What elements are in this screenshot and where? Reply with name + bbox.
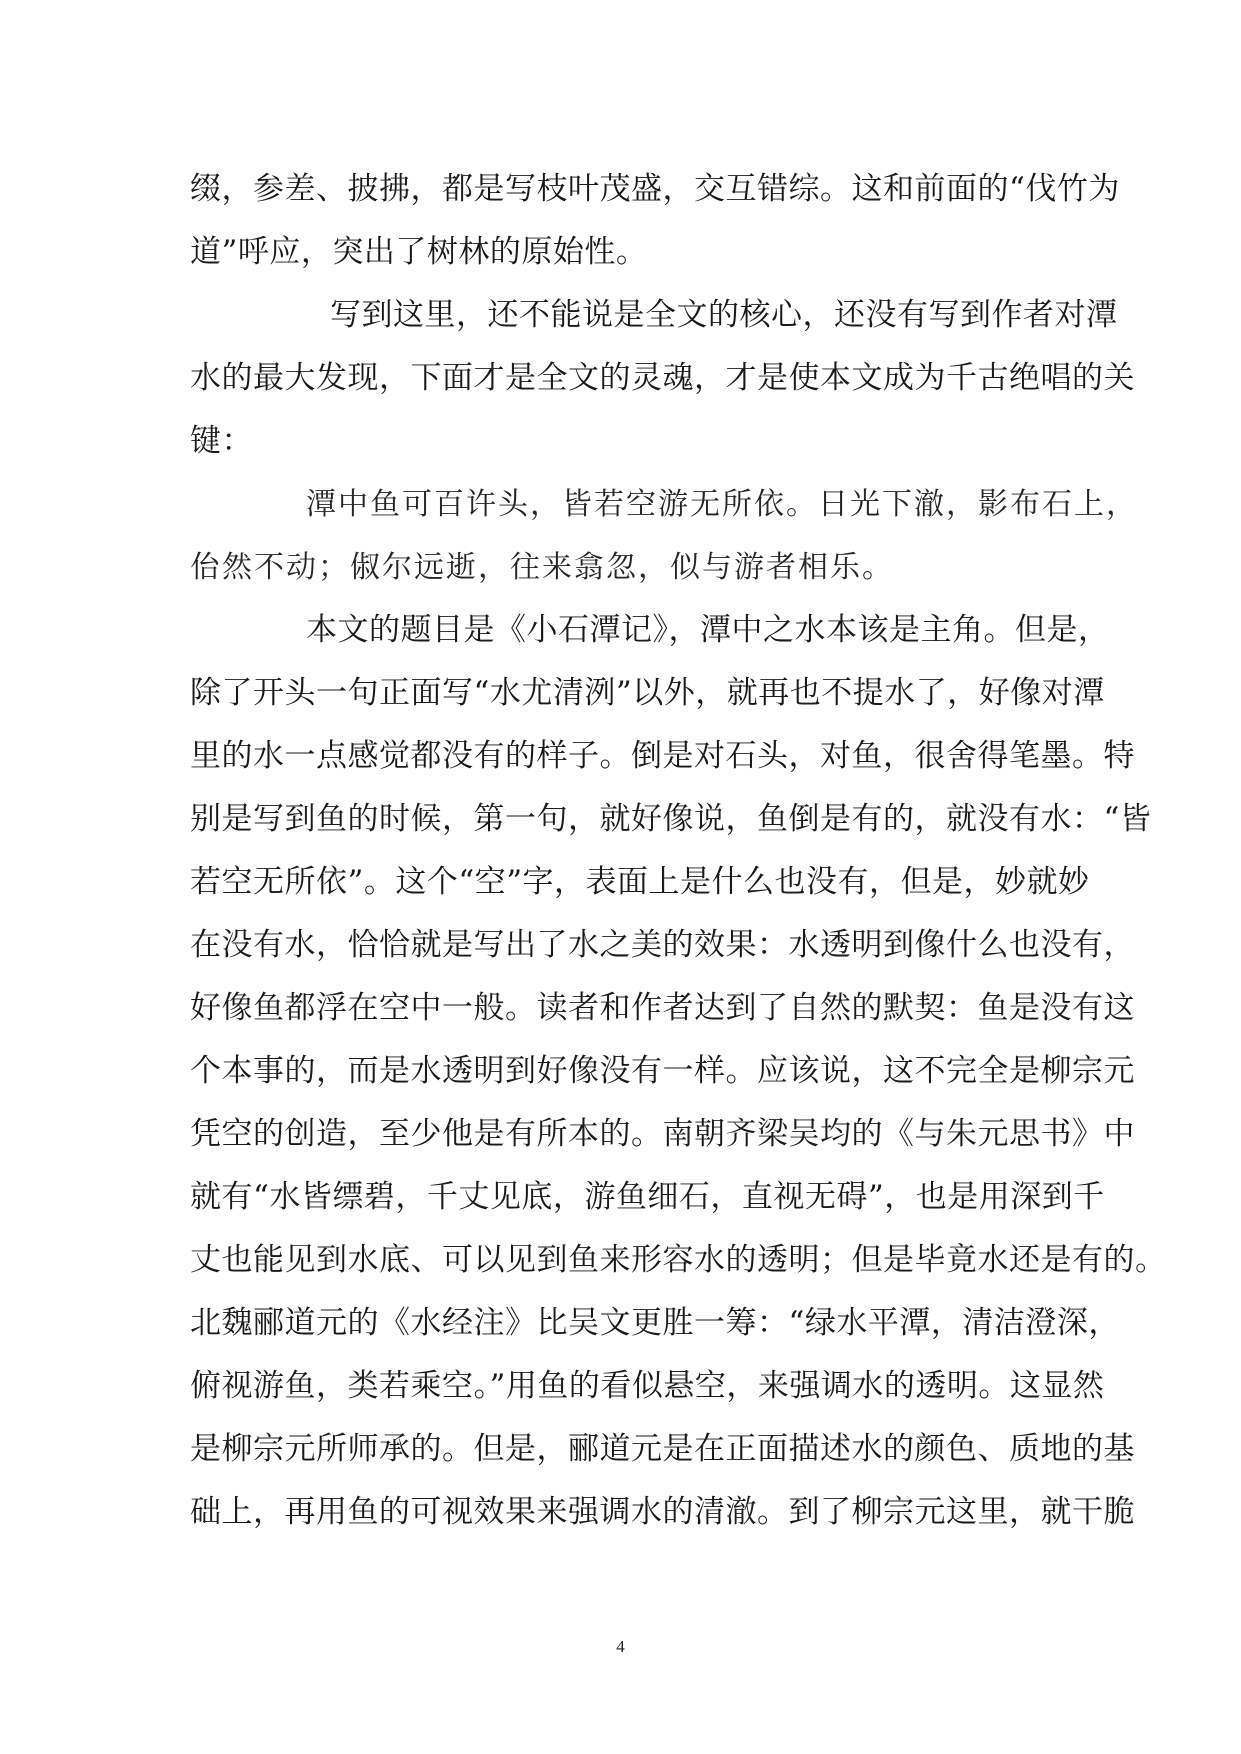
text-line: 个本事的，而是水透明到好像没有一样。应该说，这不完全是柳宗元 (190, 1053, 1135, 1089)
quote-line: 佁然不动；俶尔远逝，往来翕忽，似与游者相乐。 (190, 550, 894, 585)
paragraph (190, 158, 1120, 284)
text-line: 就有“水皆缥碧，千丈见底，游鱼细石，直视无碍”，也是用深到千 (190, 1179, 1105, 1215)
text-line: 水的最大发现，下面才是全文的灵魂，才是使本文成为千古绝唱的关 (190, 360, 1135, 396)
text-line: 除了开头一句正面写“水尤清洌”以外，就再也不提水了，好像对潭 (190, 675, 1105, 711)
text-line: 凭空的创造，至少他是有所本的。南朝齐梁吴均的《与朱元思书》中 (190, 1116, 1135, 1152)
paragraph (190, 284, 1135, 473)
block-quote (190, 473, 1138, 599)
text-line: 缀，参差、披拂，都是写枝叶茂盛，交互错综。这和前面的“伐竹为 (190, 171, 1120, 207)
text-line: 北魏郦道元的《水经注》比吴文更胜一筹：“绿水平潭，清洁澄深， (190, 1305, 1120, 1341)
text-line: 道”呼应，突出了树林的原始性。 (190, 234, 648, 270)
page-number: 4 (616, 1637, 625, 1656)
text-line: 若空无所依”。这个“空”字，表面上是什么也没有，但是，妙就妙 (190, 864, 1090, 900)
text-line: 键： (190, 423, 253, 459)
text-line: 础上，再用鱼的可视效果来强调水的清澈。到了柳宗元这里，就干脆 (190, 1494, 1135, 1530)
text-line: 是柳宗元所师承的。但是，郦道元是在正面描述水的颜色、质地的基 (190, 1431, 1135, 1467)
quote-line: 潭中鱼可百许头，皆若空游无所依。日光下澈，影布石上， (306, 487, 1138, 522)
paragraph (190, 599, 1167, 1544)
text-line: 本文的题目是《小石潭记》，潭中之水本该是主角。但是， (306, 612, 1110, 648)
text-line: 丈也能见到水底、可以见到鱼来形容水的透明；但是毕竟水还是有的。 (190, 1242, 1167, 1278)
text-line: 别是写到鱼的时候，第一句，就好像说，鱼倒是有的，就没有水：“皆 (190, 801, 1152, 837)
document-page (190, 158, 1167, 1544)
text-line: 在没有水，恰恰就是写出了水之美的效果：水透明到像什么也没有， (190, 927, 1135, 963)
text-line: 俯视游鱼，类若乘空。”用鱼的看似悬空，来强调水的透明。这显然 (190, 1368, 1105, 1404)
text-line: 写到这里，还不能说是全文的核心，还没有写到作者对潭 (330, 297, 1118, 333)
text-line: 好像鱼都浮在空中一般。读者和作者达到了自然的默契：鱼是没有这 (190, 990, 1135, 1026)
text-line: 里的水一点感觉都没有的样子。倒是对石头，对鱼，很舍得笔墨。特 (190, 738, 1135, 774)
